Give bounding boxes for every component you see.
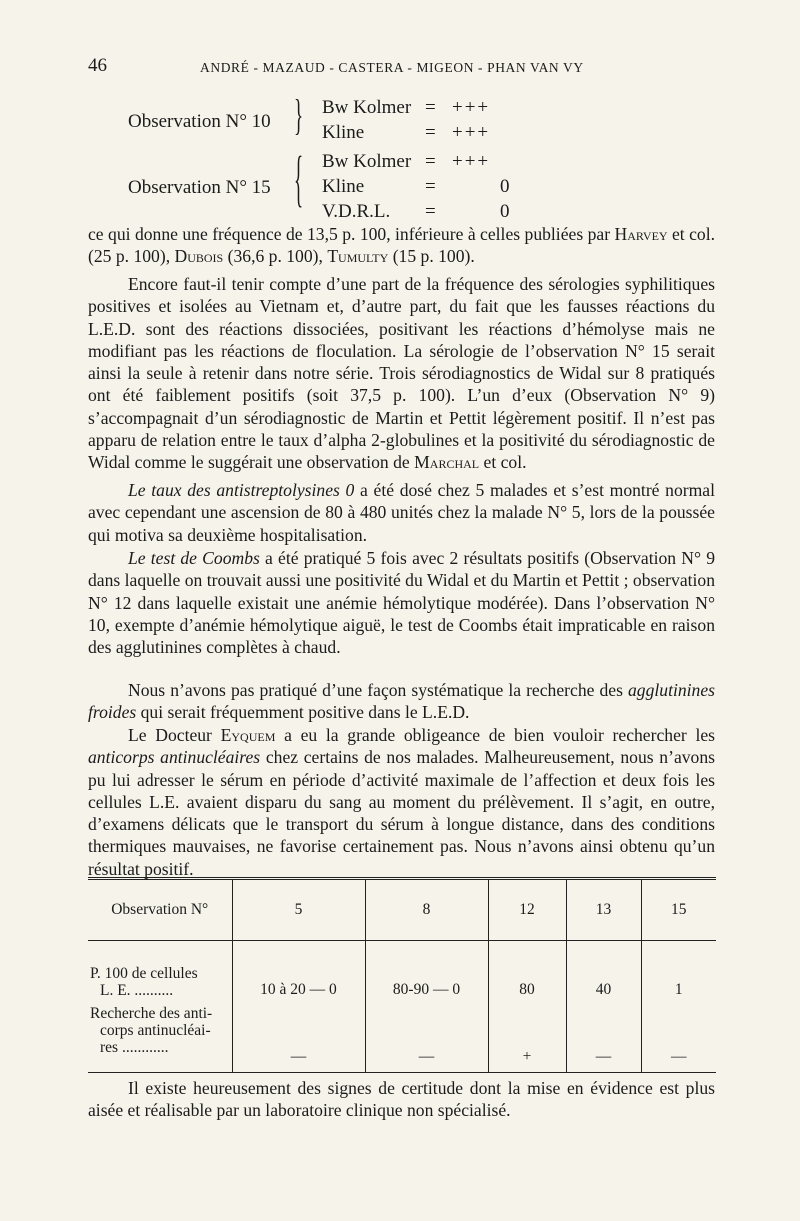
table-header-label: Observation N°	[88, 879, 232, 941]
table-row	[88, 1001, 716, 1073]
obs15-label: Observation N° 15	[128, 177, 271, 198]
paragraph-serology: Encore faut-il tenir compte d’une part de la fréquence des sérologies syphilitiques positives et isolées au Vietnam et, d’autre part, du fait que les fausses réactions du L.E.D. sont des réactions dissociées, positivant les réactions d’hémolyse mais ne modifiant pas les réactions de floculation. La sérologie de l’observation N° 15 serait ainsi la seule à retenir dans notre série. Trois sérodiagnostics de Widal sur 8 pratiqués ont été faiblement positifs (soit 37,5 p. 100). L’un d’eux (Observation N° 9) s’accompagnait d’un sérodiagnostic de Martin et Pettit légèrement positif. Il n’est pas apparu de relation entre le taux d’alpha 2-globulines et la positivité du sérodiagnostic de Widal comme le suggérait une observation de Marchal et col.	[88, 274, 715, 473]
obs15-eq-1: =	[425, 151, 436, 172]
obs10-eq-2: =	[425, 122, 436, 143]
table-row-label: P. 100 de cellules L. E. ..........	[88, 941, 232, 1002]
table-cell: —	[232, 1001, 365, 1073]
table-col-header: 5	[232, 879, 365, 941]
table-cell: —	[365, 1001, 488, 1073]
table-cell: 80	[488, 941, 566, 1002]
paragraph-coombs: Le test de Coombs a été pratiqué 5 fois avec 2 résultats positifs (Observation N° 9 dans laquelle on trouvait aussi une positivité du Widal et du Martin et Pettit ; observation N° 12 dans laquelle existait une anémie hémolytique modérée). Dans l’observation N° 10, exempte d’anémie hémolytique aiguë, le test de Coombs était impraticable en raison des agglutinines complètes à chaud.	[88, 548, 716, 658]
obs15-brace-icon: {	[294, 146, 304, 216]
emphasis: anticorps antinucléaires	[88, 747, 261, 768]
paragraph-antistreptolysines: Le taux des antistreptolysines 0 a été dosé chez 5 malades et s’est montré normal avec cependant une ascension de 80 à 480 unités chez la malade N° 5, lors de la poussée qui motiva sa deuxième hospitalisation.	[88, 480, 715, 545]
author-name: Marchal	[414, 452, 480, 473]
table-cell: 40	[566, 941, 641, 1002]
author-name: Dubois	[174, 246, 224, 267]
results-table	[88, 877, 716, 1073]
table-cell: 10 à 20 — 0	[232, 941, 365, 1002]
paragraph-frequency: ce qui donne une fréquence de 13,5 p. 100, inférieure à celles publiées par Harvey et col. (25 p. 100), Dubois (36,6 p. 100), Tumulty (15 p. 100).	[88, 224, 715, 267]
obs10-value-2: +++	[452, 122, 491, 143]
table-cell: —	[671, 1048, 687, 1065]
obs15-value-2: 0	[500, 176, 510, 197]
table-cell: +	[488, 1001, 566, 1073]
table-col-header: 12	[488, 879, 566, 941]
paragraph-conclusion: Il existe heureusement des signes de certitude dont la mise en évidence est plus aisée et réalisable par un laboratoire clinique non spécialisé.	[88, 1078, 715, 1121]
table-col-header: 13	[566, 879, 641, 941]
obs15-test-2: Kline	[322, 176, 365, 197]
table-col-header: 8	[365, 879, 488, 941]
paragraph-anticorps: Le Docteur Eyquem a eu la grande obligeance de bien vouloir rechercher les anticorps antinucléaires chez certains de nos malades. Malheureusement, nous n’avons pu lui adresser le sérum en période d’activité maximale de l’affection et deux fois les cellules L.E. avaient disparu du sang au moment du prélèvement. Il s’agit, en outre, d’examens délicats que le transport du sérum à longue distance, dans des conditions thermiques mauvaises, ne favorise certainement pas. Nous n’avons ainsi obtenu qu’un résultat positif.	[88, 725, 715, 879]
obs10-label: Observation N° 10	[128, 111, 271, 132]
obs15-test-1: Bw Kolmer	[322, 151, 412, 172]
obs15-value-3: 0	[500, 201, 510, 222]
obs10-test-1: Bw Kolmer	[322, 97, 412, 118]
obs10-brace-icon: }	[294, 92, 304, 141]
obs15-eq-3: =	[425, 201, 436, 222]
table-cell: —	[566, 1001, 641, 1073]
author-name: Tumulty	[327, 246, 389, 267]
paragraph-agglutinines: Nous n’avons pas pratiqué d’une façon systématique la recherche des agglutinines froides qui serait fréquemment positive dans le L.E.D.	[88, 680, 715, 723]
table-cell: 80-90 — 0	[365, 941, 488, 1002]
emphasis: agglutinines froides	[88, 680, 715, 723]
table-row	[88, 941, 716, 1002]
table-header-row	[88, 879, 716, 941]
author-name: Eyquem	[220, 725, 276, 745]
emphasis: Le test de Coombs	[128, 548, 260, 568]
table-cell: 1	[674, 981, 683, 998]
page-number: 46	[88, 55, 107, 76]
obs15-value-1: +++	[452, 151, 491, 172]
table-col-header: 15	[641, 879, 716, 941]
obs10-eq-1: =	[425, 97, 436, 118]
emphasis: Le taux des antistreptolysines 0	[128, 480, 355, 500]
running-head: ANDRÉ - MAZAUD - CASTERA - MIGEON - PHAN VAN VY	[200, 60, 584, 75]
obs15-test-3: V.D.R.L.	[322, 201, 391, 222]
obs10-value-1: +++	[452, 97, 491, 118]
obs10-test-2: Kline	[322, 122, 365, 143]
table-row-label: Recherche des anti- corps antinucléai- res ............	[88, 1001, 232, 1073]
author-name: Harvey	[614, 224, 668, 244]
obs15-eq-2: =	[425, 176, 436, 197]
